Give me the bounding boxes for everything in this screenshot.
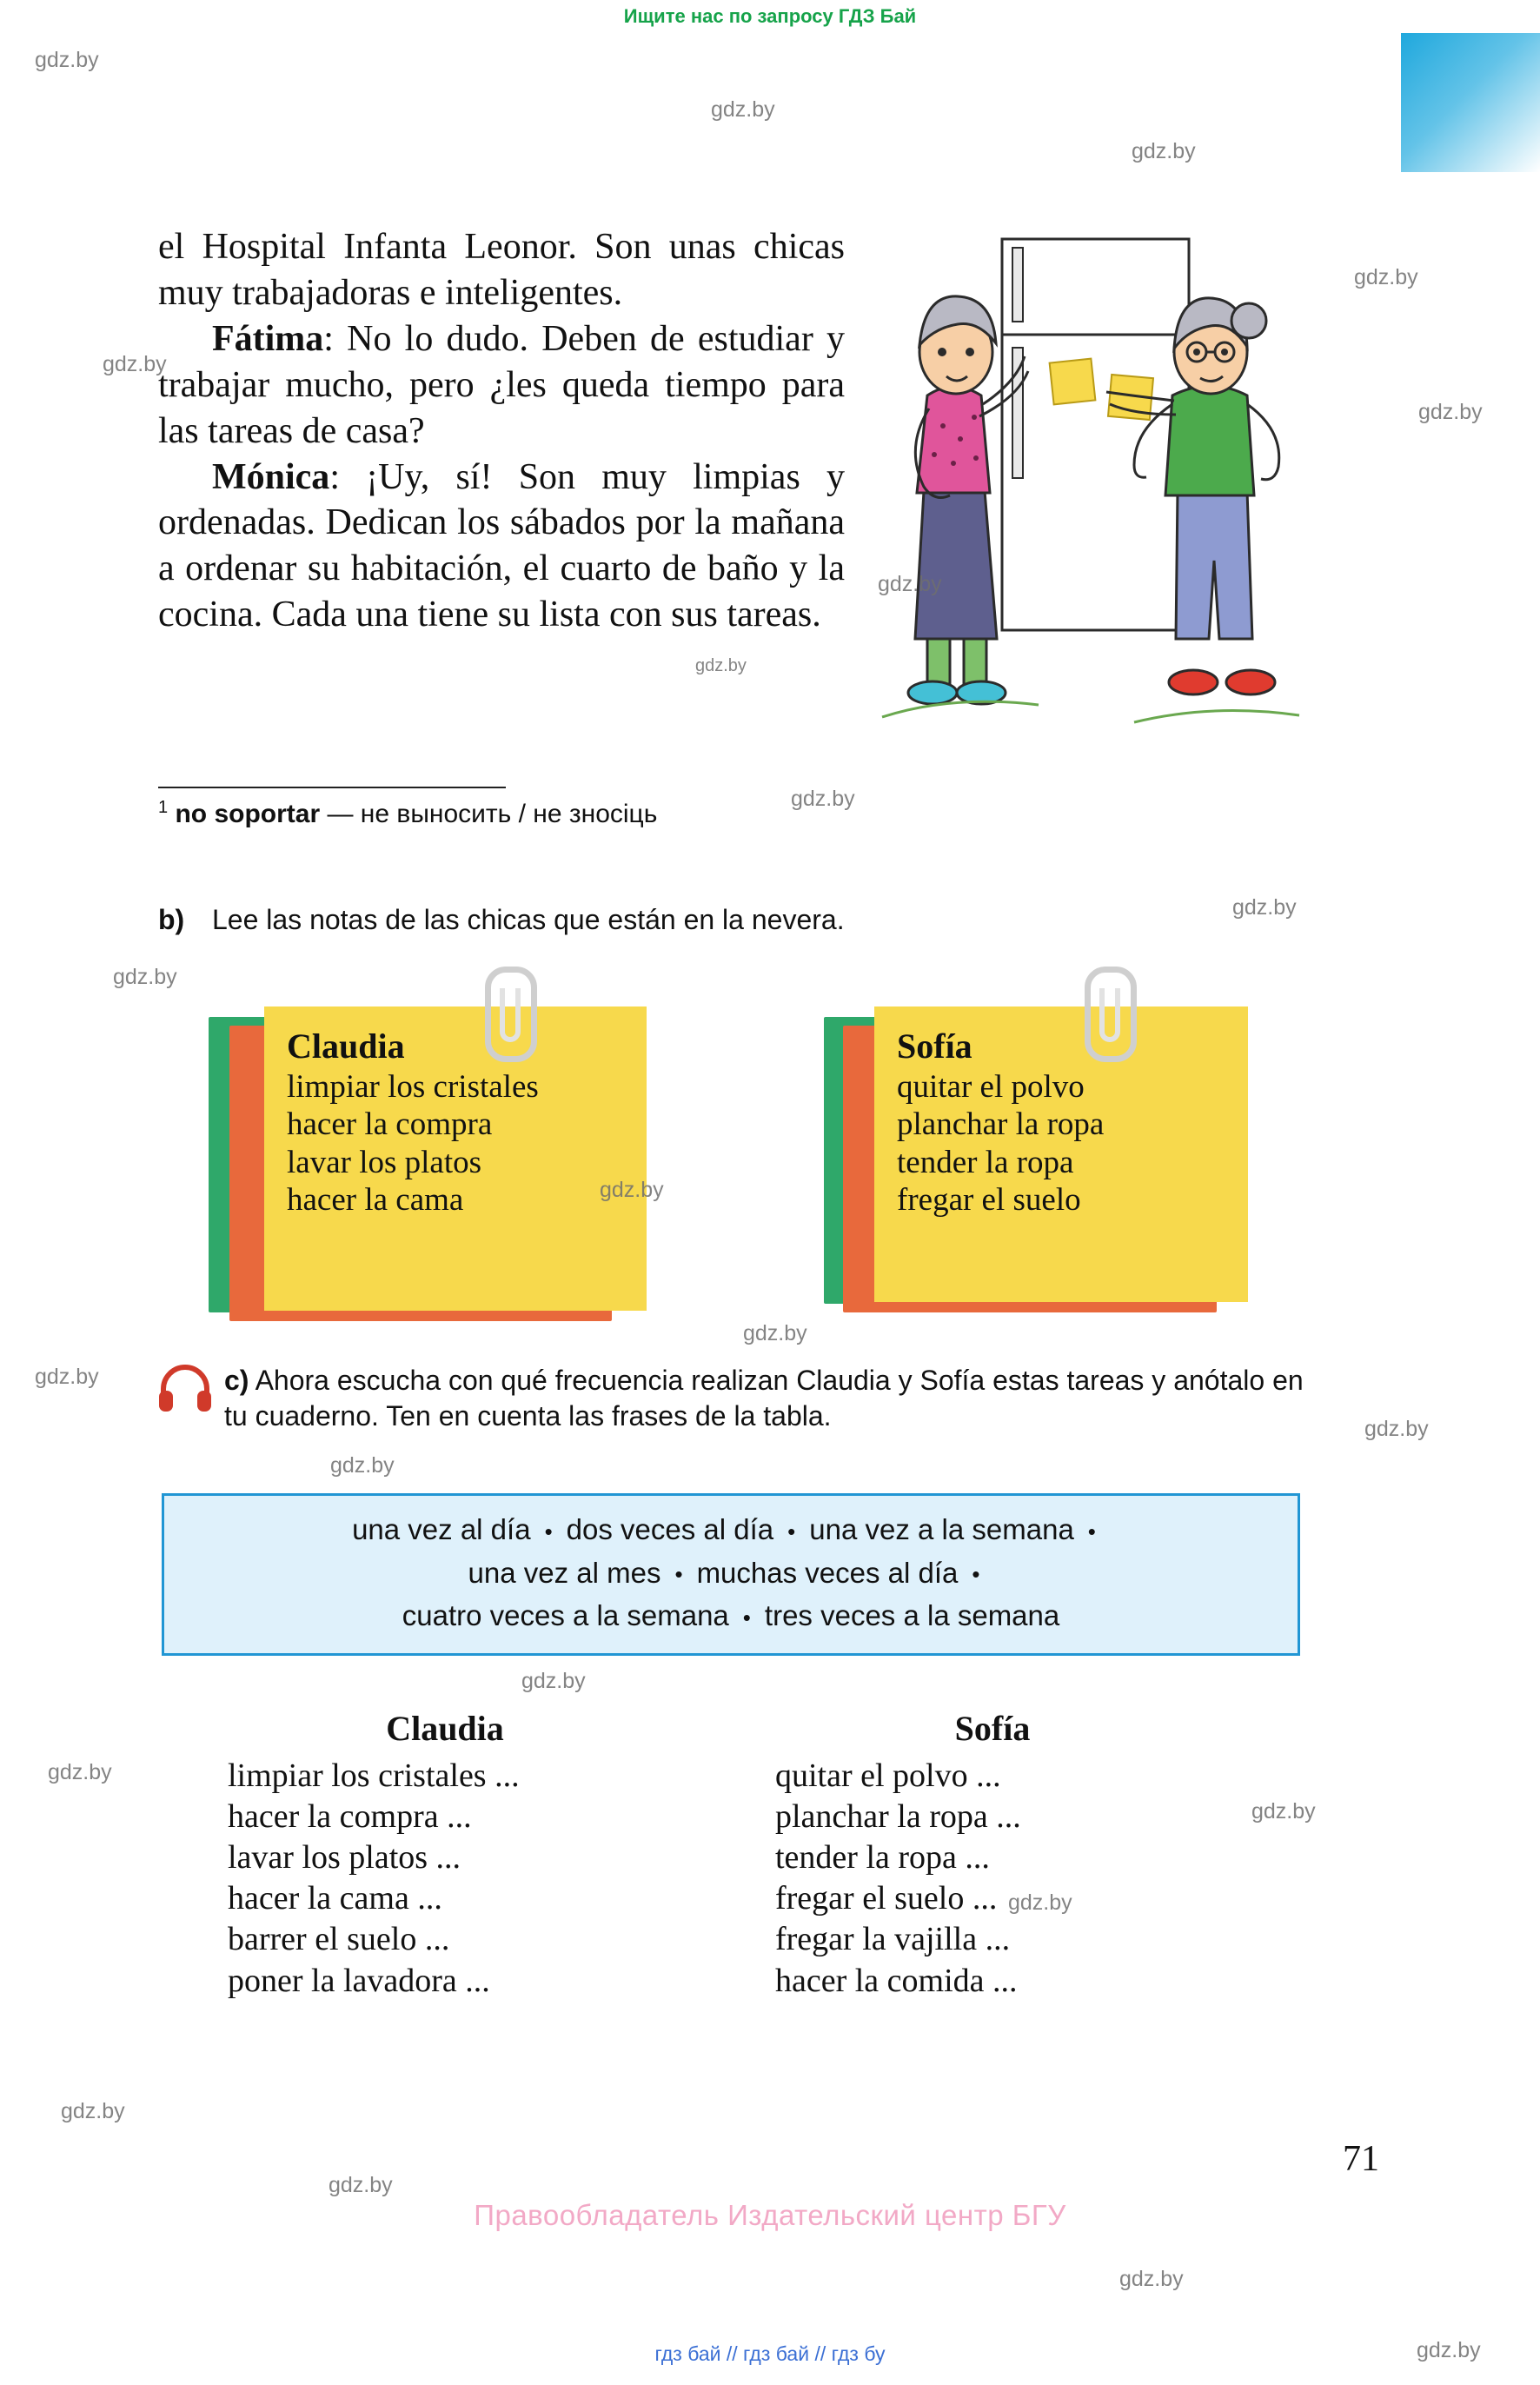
- footnote-rule: [158, 787, 506, 788]
- list-item: hacer la cama ...: [228, 1880, 442, 1917]
- frequency-phrases-box: [162, 1493, 1300, 1656]
- bullet-separator: •: [674, 1561, 683, 1588]
- watermark: gdz.by: [329, 2173, 393, 2197]
- list-item: barrer el suelo ...: [228, 1921, 450, 1958]
- copyright-line: Правообладатель Издательский центр БГУ: [474, 2199, 1066, 2231]
- top-banner: Ищите нас по запросу ГДЗ Бай: [623, 5, 917, 27]
- watermark: gdz.by: [1354, 265, 1418, 289]
- note-line: fregar el suelo: [897, 1181, 1081, 1218]
- frequency-phrase: una vez al día: [352, 1513, 531, 1545]
- dialogue-line-2: [158, 316, 845, 455]
- watermark: gdz.by: [330, 1453, 395, 1478]
- speaker-monica: Mónica: [212, 456, 330, 497]
- frequency-phrase: cuatro veces a la semana: [402, 1599, 729, 1631]
- bullet-separator: •: [787, 1518, 796, 1545]
- watermark: gdz.by: [521, 1669, 586, 1693]
- watermark: gdz.by: [1251, 1799, 1316, 1824]
- headphones-icon: [158, 1365, 212, 1413]
- dialogue-line-1: el Hospital Infanta Leonor. Son unas chicas muy trabajadoras e inteligentes.: [158, 227, 845, 313]
- frequency-phrase: muchas veces al día: [696, 1556, 959, 1589]
- frequency-phrase: tres veces a la semana: [764, 1599, 1060, 1631]
- watermark: gdz.by: [1008, 1890, 1072, 1915]
- dialogue-text: [158, 224, 845, 638]
- watermark: gdz.by: [1364, 1417, 1429, 1441]
- note-line: hacer la compra: [287, 1106, 493, 1143]
- watermark: gdz.by: [61, 2099, 125, 2123]
- illustration-two-women-at-fridge: [873, 230, 1312, 787]
- page-number: 71: [1343, 2139, 1379, 2179]
- watermark: gdz.by: [600, 1178, 664, 1202]
- bottom-banner: гдз бай // гдз бай // гдз бу: [654, 2342, 886, 2365]
- bullet-separator: •: [544, 1518, 553, 1545]
- watermark: gdz.by: [48, 1760, 112, 1784]
- list-heading: Sofía: [954, 1709, 1031, 1748]
- list-heading: Claudia: [386, 1709, 504, 1748]
- note-line: quitar el polvo: [897, 1069, 1085, 1105]
- list-item: planchar la ropa ...: [775, 1798, 1021, 1836]
- bullet-separator: •: [1087, 1518, 1096, 1545]
- list-item: tender la ropa ...: [775, 1839, 990, 1877]
- frequency-row-3: [173, 1594, 1289, 1638]
- list-item: quitar el polvo ...: [775, 1757, 1001, 1794]
- dialogue-line-3: [158, 455, 845, 639]
- list-item: hacer la compra ...: [228, 1798, 472, 1836]
- note-line: lavar los platos: [287, 1144, 482, 1180]
- note-card-sofia: [874, 1006, 1248, 1302]
- watermark: gdz.by: [35, 48, 99, 72]
- watermark: gdz.by: [695, 656, 747, 675]
- watermark: gdz.by: [113, 965, 177, 989]
- task-lists: [228, 1708, 1271, 2002]
- task-b-letter: b): [158, 904, 185, 935]
- footnote: [158, 798, 657, 829]
- bullet-separator: •: [972, 1561, 980, 1588]
- list-item: fregar la vajilla ...: [775, 1921, 1011, 1958]
- task-list-claudia: [228, 1708, 662, 2002]
- frequency-phrase: dos veces al día: [566, 1513, 774, 1545]
- watermark: gdz.by: [743, 1321, 807, 1345]
- watermark: gdz.by: [1417, 2338, 1481, 2362]
- watermark: gdz.by: [103, 352, 167, 376]
- list-item: poner la lavadora ...: [228, 1962, 490, 1999]
- note-title: Claudia: [287, 1026, 405, 1066]
- note-line: tender la ropa: [897, 1144, 1074, 1180]
- footnote-marker: 1: [158, 798, 169, 817]
- note-line: hacer la cama: [287, 1181, 464, 1218]
- frequency-row-1: [173, 1508, 1289, 1551]
- note-sofia: [824, 1000, 1293, 1339]
- frequency-phrase: una vez a la semana: [809, 1513, 1074, 1545]
- footnote-translation: — не выносить / не зносіць: [320, 800, 658, 828]
- watermark: gdz.by: [1119, 2267, 1184, 2291]
- paperclip-icon: [485, 967, 537, 1062]
- frequency-phrase: una vez al mes: [468, 1556, 661, 1589]
- speaker-fatima: Fátima: [212, 318, 324, 359]
- task-list-sofia: [775, 1708, 1210, 2002]
- bullet-separator: •: [742, 1604, 751, 1631]
- task-c: [224, 1363, 1311, 1434]
- task-c-text: Ahora escucha con qué frecuencia realizan Claudia y Sofía estas tareas y anótalo en tu cuaderno. Ten en cuenta las frases de la tabla.: [224, 1365, 1304, 1432]
- watermark: gdz.by: [1418, 400, 1483, 424]
- list-item: lavar los platos ...: [228, 1839, 461, 1877]
- decorative-corner-gradient: [1401, 33, 1540, 172]
- list-item: fregar el suelo ...: [775, 1880, 998, 1917]
- note-line: planchar la ropa: [897, 1106, 1105, 1143]
- watermark: gdz.by: [1132, 139, 1196, 163]
- note-line: limpiar los cristales: [287, 1069, 539, 1105]
- watermark: gdz.by: [35, 1365, 99, 1389]
- frequency-row-2: [173, 1551, 1289, 1595]
- watermark: gdz.by: [1232, 895, 1297, 920]
- task-c-letter: c): [224, 1365, 249, 1396]
- footnote-term: no soportar: [175, 800, 321, 828]
- list-item: hacer la comida ...: [775, 1962, 1018, 1999]
- note-title: Sofía: [897, 1026, 972, 1066]
- watermark: gdz.by: [878, 572, 942, 596]
- watermark: gdz.by: [791, 787, 855, 811]
- watermark: gdz.by: [711, 97, 775, 122]
- task-b-text: Lee las notas de las chicas que están en la nevera.: [211, 904, 845, 935]
- dialogue-fatima-text: : No lo dudo. Deben de estudiar y trabajar mucho, pero ¿les queda tiempo para las tareas de casa?: [158, 318, 845, 451]
- list-item: limpiar los cristales ...: [228, 1757, 520, 1794]
- paperclip-icon: [1085, 967, 1137, 1062]
- task-b: [158, 904, 845, 936]
- dialogue-monica-text: : ¡Uy, sí! Son muy limpias y ordenadas. Dedican los sábados por la mañana a ordenar su habitación, el cuarto de baño y la cocina. Cada una tiene su lista con sus tareas.: [158, 456, 845, 635]
- note-card-claudia: [264, 1006, 647, 1311]
- note-claudia: [209, 1000, 678, 1339]
